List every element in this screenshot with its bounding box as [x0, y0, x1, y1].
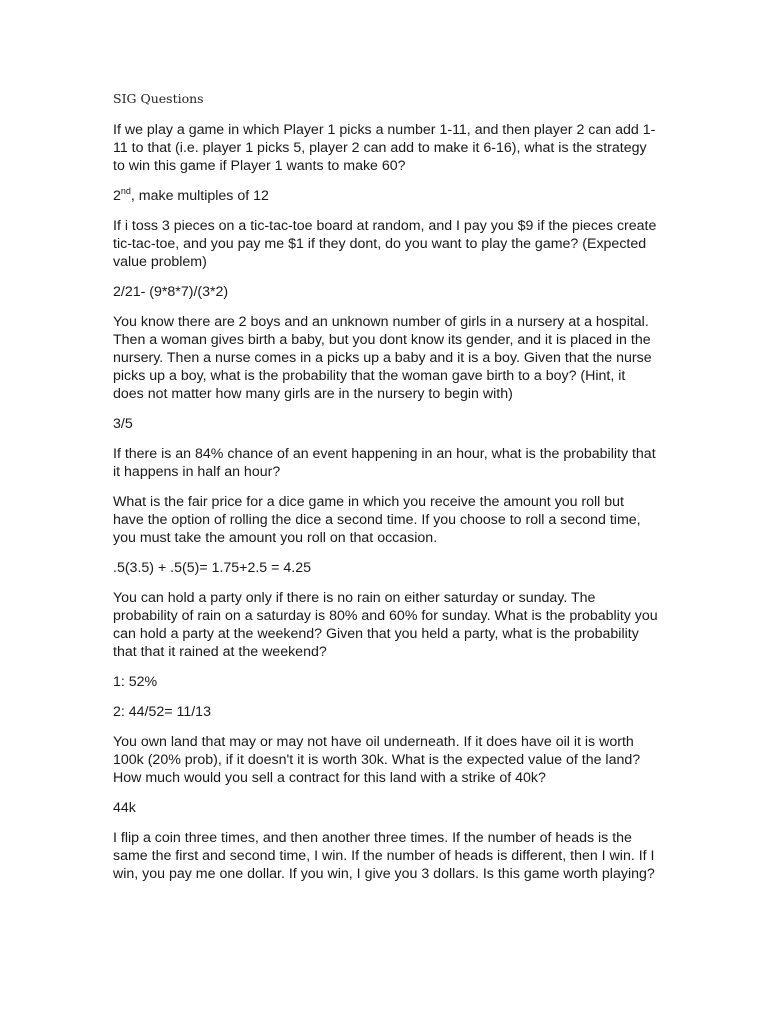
answer-1-number: 2 — [113, 188, 121, 204]
question-4: If there is an 84% chance of an event happening in an hour, what is the probability that it happens in half an hour? — [113, 446, 656, 480]
question-1: If we play a game in which Player 1 picks a number 1-11, and then player 2 can add 1-11 to that (i.e. player 1 picks 5, player 2 can add to make it 6-16), what is the strategy to win this game if Player 1 wants to make 60? — [113, 122, 656, 174]
question-6: You can hold a party only if there is no rain on either saturday or sunday. The probability of rain on a saturday is 80% and 60% for sunday. What is the probablity you can hold a party at the weekend? Given that you held a party, what is the probability that that it rained at the weekend? — [113, 590, 658, 660]
question-3: You know there are 2 boys and an unknown number of girls in a nursery at a hospital. Then a woman gives birth a baby, but you dont know its gender, and it is placed in the nursery. Then a nurse comes in a picks up a baby and it is a boy. Given that the nurse picks up a boy, what is the probability that the woman gave birth to a boy? (Hint, it does not matter how many girls are in the nursery to begin with) — [113, 314, 652, 402]
answer-1 — [113, 187, 658, 205]
answer-7: 44k — [113, 800, 136, 816]
answer-1-rest: , make multiples of 12 — [130, 188, 269, 204]
answer-6-part-1: 1: 52% — [113, 674, 158, 690]
question-7: You own land that may or may not have oil underneath. If it does have oil it is worth 100k (20% prob), if it doesn't it is worth 30k. What is the expected value of the land? How much would you sell a contract for this land with a strike of 40k? — [113, 734, 641, 786]
answer-6-part-2: 2: 44/52= 11/13 — [113, 704, 211, 720]
document-body — [113, 91, 658, 895]
answer-1-superscript: nd — [120, 186, 131, 196]
question-5: What is the fair price for a dice game in which you receive the amount you roll but have the option of rolling the dice a second time. If you choose to roll a second time, you must take the amount you roll on that occasion. — [113, 494, 641, 546]
answer-3: 3/5 — [113, 416, 133, 432]
answer-2: 2/21- (9*8*7)/(3*2) — [113, 284, 229, 300]
question-8: I flip a coin three times, and then another three times. If the number of heads is the same the first and second time, I win. If the number of heads is different, then I win. If I win, you pay me one dollar. If you win, I give you 3 dollars. Is this game worth playing? — [113, 830, 655, 882]
answer-5: .5(3.5) + .5(5)= 1.75+2.5 = 4.25 — [113, 560, 311, 576]
page-title: SIG Questions — [113, 91, 204, 106]
question-2: If i toss 3 pieces on a tic-tac-toe board at random, and I pay you $9 if the pieces create tic-tac-toe, and you pay me $1 if they dont, do you want to play the game? (Expected value problem) — [113, 218, 657, 270]
